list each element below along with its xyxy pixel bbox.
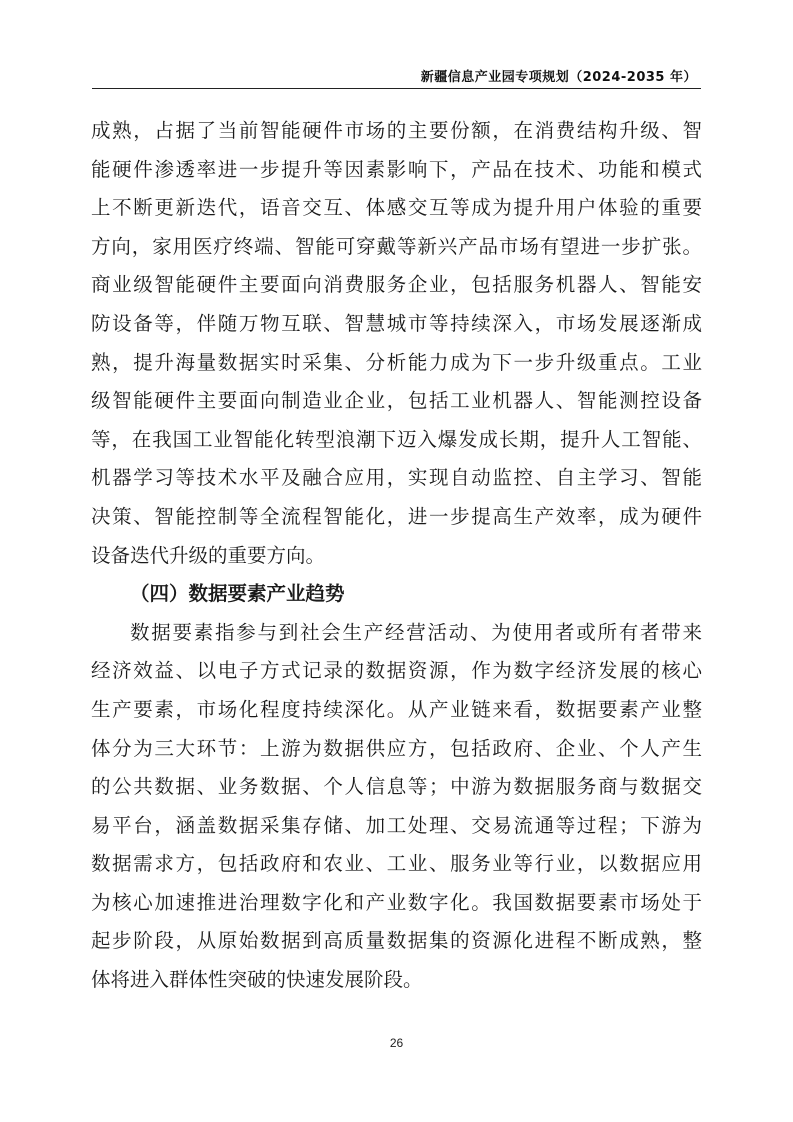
text-line: 等，在我国工业智能化转型浪潮下迈入爆发成长期，提升人工智能、 [91,427,702,451]
paragraph-smart-hardware [91,112,702,575]
document-body [91,112,702,1000]
text-line: 能硬件渗透率进一步提升等因素影响下，产品在技术、功能和模式 [91,157,702,181]
text-line: 的公共数据、业务数据、个人信息等；中游为数据服务商与数据交 [91,775,702,799]
text-line: 数据要素指参与到社会生产经营活动、为使用者或所有者带来 [130,620,702,644]
text-line: 体分为三大环节：上游为数据供应方，包括政府、企业、个人产生 [91,736,702,760]
text-line: 机器学习等技术水平及融合应用，实现自动监控、自主学习、智能 [91,466,702,490]
text-line: 为核心加速推进治理数字化和产业数字化。我国数据要素市场处于 [91,890,702,914]
running-header-title: 新疆信息产业园专项规划（2024-2035 年） [420,70,697,85]
text-line: 防设备等，伴随万物互联、智慧城市等持续深入，市场发展逐渐成 [91,311,702,335]
text-line: 级智能硬件主要面向制造业企业，包括工业机器人、智能测控设备 [91,389,702,413]
page-number: 26 [389,1036,404,1050]
paragraph-data-elements [91,614,702,1000]
text-line: 方向，家用医疗终端、智能可穿戴等新兴产品市场有望进一步扩张。 [91,234,702,258]
text-line: 熟，提升海量数据实时采集、分析能力成为下一步升级重点。工业 [91,350,702,374]
text-line: 起步阶段，从原始数据到高质量数据集的资源化进程不断成熟，整 [91,929,702,953]
text-line: 经济效益、以电子方式记录的数据资源，作为数字经济发展的核心 [91,659,702,683]
text-line: 商业级智能硬件主要面向消费服务企业，包括服务机器人、智能安 [91,273,702,297]
text-line: 成熟，占据了当前智能硬件市场的主要份额，在消费结构升级、智 [91,119,702,142]
text-line: 易平台，涵盖数据采集存储、加工处理、交易流通等过程；下游为 [91,813,702,837]
text-line: 体将进入群体性突破的快速发展阶段。 [91,968,423,992]
text-line: 上不断更新迭代，语音交互、体感交互等成为提升用户体验的重要 [91,196,702,220]
header-divider [92,88,701,89]
section-heading: （四）数据要素产业趋势 [130,582,345,606]
text-line: 数据需求方，包括政府和农业、工业、服务业等行业，以数据应用 [91,852,702,876]
text-line: 生产要素，市场化程度持续深化。从产业链来看，数据要素产业整 [91,697,702,721]
text-line: 设备迭代升级的重要方向。 [91,543,326,567]
text-line: 决策、智能控制等全流程智能化，进一步提高生产效率，成为硬件 [91,504,702,528]
